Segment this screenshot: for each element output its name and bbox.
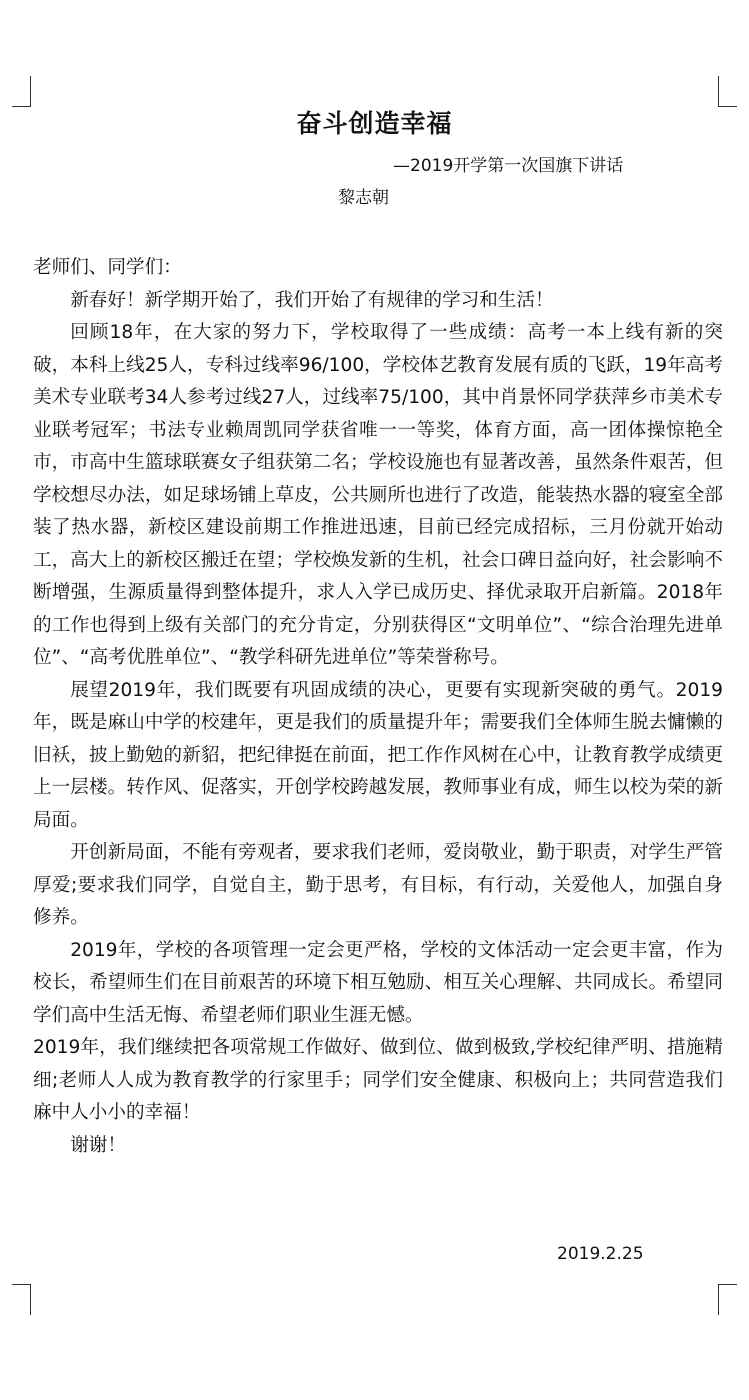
- paragraph-management: 2019年，学校的各项管理一定会更严格，学校的文体活动一定会更丰富，作为校长，希望师生们在目前艰苦的环境下相互勉励、相互关心理解、共同成长。希望同学们高中生活无悔、希望老师们职业生涯无憾。: [33, 939, 723, 1026]
- thanks-line: 谢谢！: [70, 1134, 126, 1156]
- page-corner-mark-bottom-right: [718, 1284, 737, 1315]
- paragraph-greeting: 新春好！新学期开始了，我们开始了有规律的学习和生活！: [70, 289, 554, 311]
- paragraph-outlook: 展望2019年，我们既要有巩固成绩的决心，更要有实现新突破的勇气。2019年，既是麻山中学的校建年，更是我们的质量提升年；需要我们全体师生脱去慵懒的旧袄，披上勤勉的新貂，把纪律挺在前面，把工作作风树在心中，让教育教学成绩更上一层楼。转作风、促落实，开创学校跨越发展，教师事业有成，师生以校为荣的新局面。: [33, 679, 723, 831]
- document-subtitle: —2019开学第一次国旗下讲话: [393, 156, 624, 176]
- document-date: 2019.2.25: [557, 1244, 644, 1264]
- salutation: 老师们、同学们：: [33, 257, 182, 278]
- paragraph-review: 回顾18年，在大家的努力下，学校取得了一些成绩：高考一本上线有新的突破，本科上线25人，专科过线率96/100，学校体艺教育发展有质的飞跃，19年高考美术专业联考34人参考过线27人，过线率75/100，其中肖景怀同学获萍乡市美术专业联考冠军；书法专业赖周凯同学获省唯一一等奖，体育方面，高一团体操惊艳全市，市高中生篮球联赛女子组获第二名；学校设施也有显著改善，虽然条件艰苦，但学校想尽办法，如足球场铺上草皮，公共厕所也进行了改造，能装热水器的寝室全部装了热水器，新校区建设前期工作推进迅速，目前已经完成招标，三月份就开始动工，高大上的新校区搬迁在望；学校焕发新的生机，社会口碑日益向好，社会影响不断增强，生源质量得到整体提升，求人入学已成历史、择优录取开启新篇。2018年的工作也得到上级有关部门的充分肯定，分别获得区“文明单位”、“综合治理先进单位”、“高考优胜单位”、“教学科研先进单位”等荣誉称号。: [33, 322, 723, 668]
- paragraph-new-situation: 开创新局面，不能有旁观者，要求我们老师，爱岗敬业，勤于职责，对学生严管厚爱;要求我们同学，自觉自主，勤于思考，有目标，有行动，关爱他人，加强自身修养。: [33, 842, 723, 928]
- paragraph-closing: 2019年，我们继续把各项常规工作做好、做到位、做到极致,学校纪律严明、措施精细;老师人人成为教育教学的行家里手；同学们安全健康、积极向上；共同营造我们麻中人小小的幸福！: [33, 1037, 723, 1123]
- document-title: 奋斗创造幸福: [296, 109, 453, 138]
- page-corner-mark-top-left: [12, 76, 31, 107]
- page-corner-mark-top-right: [718, 76, 737, 107]
- document-author: 黎志朝: [338, 188, 389, 208]
- document-body: [33, 252, 723, 1162]
- page-corner-mark-bottom-left: [12, 1284, 31, 1315]
